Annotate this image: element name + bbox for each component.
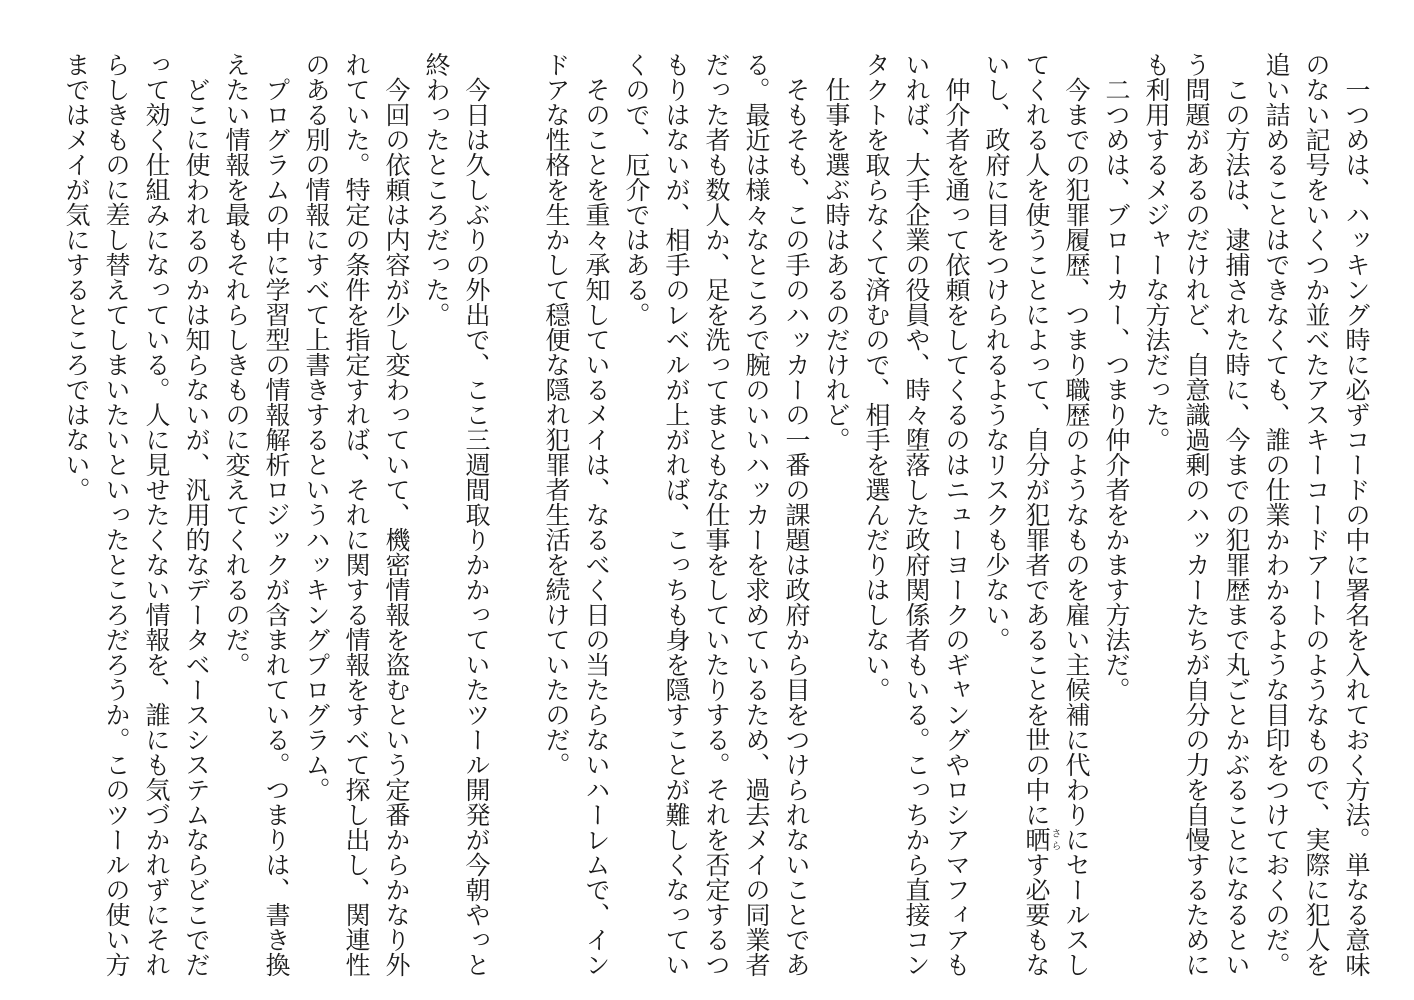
paragraph-program-logic: プログラムの中に学習型の情報解析ロジックが含まれている。つまりは、書き換えたい情報を最もそれらしきものに変えてくれるのだ。 xyxy=(222,52,291,977)
paragraph-choosing-jobs: 仕事を選ぶ時はあるのだけれど。 xyxy=(822,77,851,452)
ruby-reading: さら xyxy=(1049,827,1060,852)
paragraph-usage: どこに使われるのかは知らないが、汎用的なデータベースシステムならどこでだって効く仕組みになっている。人に見せたくない情報を、誰にも気づかれずにそれらしきものに差し替えてしまいたいといったところだろうか。このツールの使い方まではメイが気にするところではない。 xyxy=(62,52,211,977)
section-break xyxy=(496,52,536,992)
paragraph-outing: 今日は久しぶりの外出で、ここ三週間取りかかっていたツール開発が今朝やっと終わったところだった。 xyxy=(422,52,491,977)
ruby-annotation xyxy=(1022,827,1060,852)
paragraph-method-problem: この方法は、逮捕された時に、今までの犯罪歴まで丸ごとかぶることになるという問題があるのだけれど、自意識過剰のハッカーたちが自分の力を自慢するためにも利用するメジャーな方法だった。 xyxy=(1142,52,1251,977)
paragraph-government-issue: そもそも、この手のハッカーの一番の課題は政府から目をつけられないことである。最近は様々なところで腕のいいハッカーを求めているため、過去メイの同業者だった者も数人か、足を洗ってまともな仕事をしていたりする。それを否定するつもりはないが、相手のレベルが上がれば、こっちも身を隠すことが難しくなっていくので、厄介ではある。 xyxy=(622,52,811,977)
paragraph-broker-benefit: 今までの犯罪履歴、つまり職歴のようなものを雇い主候補に代わりにセールスしてくれる人を使うことによって、自分が犯罪者であることを世の中に晒さらす必要もないし、政府に目をつけられるようなリスクも少ない。 xyxy=(982,52,1091,977)
paragraph-request: 今回の依頼は内容が少し変わっていて、機密情報を盗むという定番からかなり外れていた。特定の条件を指定すれば、それに関する情報をすべて探し出し、関連性のある別の情報にすべて上書きするというハッキングプログラム。 xyxy=(302,52,411,977)
vertical-text-body xyxy=(56,52,1376,992)
paragraph-clients: 仲介者を通って依頼をしてくるのはニューヨークのギャングやロシアマフィアもいれば、大手企業の役員や、時々堕落した政府関係者もいる。こっちから直接コンタクトを取らなくて済むので、相手を選んだりはしない。 xyxy=(862,52,971,977)
paragraph-mei-lifestyle: そのことを重々承知しているメイは、なるべく日の当たらないハーレムで、インドアな性格を生かして穏便な隠れ犯罪者生活を続けていたのだ。 xyxy=(542,52,611,977)
paragraph-signature-method: 一つめは、ハッキング時に必ずコードの中に署名を入れておく方法。単なる意味のない記号をいくつか並べたアスキーコードアートのようなもので、実際に犯人を追い詰めることはできなくても、誰の仕業かわかるような目印をつけておくのだ。 xyxy=(1262,52,1371,977)
paragraph-broker-method: 二つめは、ブローカー、つまり仲介者をかます方法だ。 xyxy=(1102,77,1131,702)
ruby-base: 晒 xyxy=(1022,827,1051,852)
